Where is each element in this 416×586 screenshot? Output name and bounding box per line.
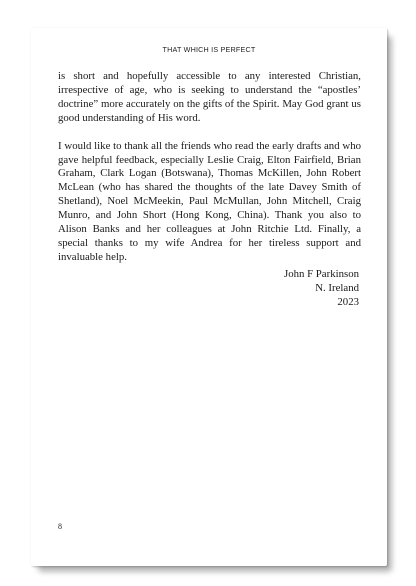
page-number: 8 — [58, 522, 62, 531]
body-text — [58, 70, 361, 265]
signature-name: John F Parkinson — [284, 268, 359, 280]
paragraph-1: is short and hopefully accessible to any interested Christian, irrespective of age, who is seeking to understand the “apostles’ doctrine” more accurately on the gifts of the Spirit. May God grant us good understanding of His word. — [58, 70, 361, 124]
signature-year: 2023 — [337, 295, 359, 308]
signature-block — [284, 268, 359, 310]
running-head: THAT WHICH IS PERFECT — [162, 45, 256, 54]
paragraph-2: I would like to thank all the friends who read the early drafts and who gave helpful feedback, especially Leslie Craig, Elton Fairfield, Brian Graham, Clark Logan (Botswana), Thomas McKillen, John Robert McLean (who has shared the thoughts of the late Davey Smith of Shetland), Noel McMeekin, Paul McMullan, John Mitchell, Craig Munro, and John Short (Hong Kong, China). Thank you also to Alison Banks and her colleagues at John Ritchie Ltd. Finally, a special thanks to my wife Andrea for her tireless support and invaluable help. — [58, 139, 361, 263]
book-page — [31, 28, 387, 566]
signature-place: N. Ireland — [315, 281, 359, 294]
